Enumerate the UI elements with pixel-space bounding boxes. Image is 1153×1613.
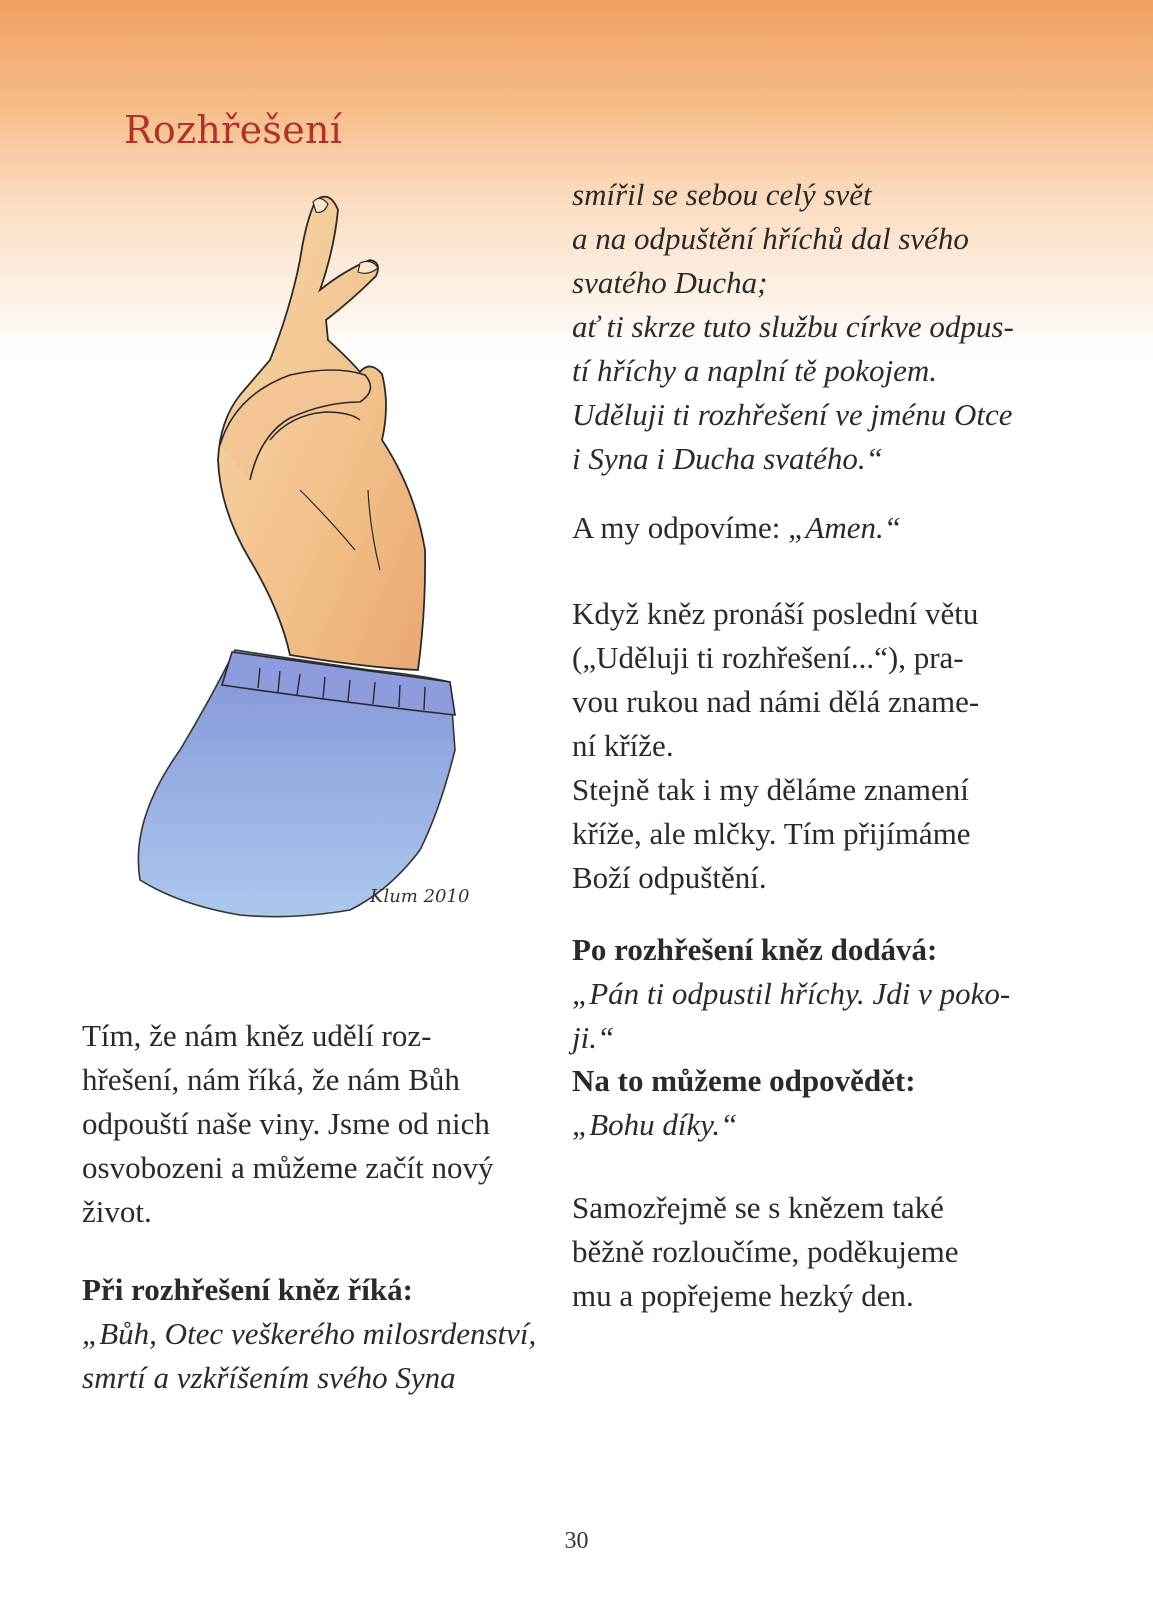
response-intro: A my odpovíme: <box>572 510 789 545</box>
priest-quote: „Bůh, Otec veškerého milosrdenství, smrtí a vzkříšením svého Syna <box>82 1316 537 1395</box>
signature: Klum 2010 <box>370 886 470 907</box>
prayer-continuation: smířil se sebou celý svět a na odpuštění hříchů dal svého svatého Ducha; ať ti skrze tuto službu církve odpus- tí hříchy a naplní tě pokojem. Uděluji ti rozhřešení ve jménu Otce i Syna i Ducha svatého.“ <box>572 177 1014 476</box>
priest-heading: Při rozhřešení kněz říká: <box>82 1272 413 1307</box>
response-word: „Amen.“ <box>788 510 901 545</box>
closing-paragraph: Samozřejmě se s knězem také běžně rozloučíme, poděkujeme mu a popřejeme hezký den. <box>572 1190 959 1313</box>
hand-illustration <box>120 190 510 930</box>
after-quote: „Pán ti odpustil hříchy. Jdi v poko- ji.“ <box>572 976 1011 1055</box>
answer-heading: Na to můžeme odpovědět: <box>572 1063 916 1098</box>
intro-paragraph: Tím, že nám kněz udělí roz- hřešení, nám říká, že nám Bůh odpouští naše viny. Jsme od nich osvobozeni a můžeme začít nový život. <box>82 1018 494 1229</box>
response-line <box>572 506 901 550</box>
cross-paragraph: Když kněz pronáší poslední větu („Uděluji ti rozhřešení...“), pra- vou rukou nad námi dělá zname- ní kříže. Stejně tak i my děláme znamení kříže, ale mlčky. Tím přijímáme Boží odpuštění. <box>572 596 980 895</box>
after-heading: Po rozhřešení kněz dodává: <box>572 932 938 967</box>
answer-quote: „Bohu díky.“ <box>572 1107 738 1142</box>
page-title: Rozhřešení <box>124 108 343 152</box>
page-number: 30 <box>564 1528 589 1554</box>
